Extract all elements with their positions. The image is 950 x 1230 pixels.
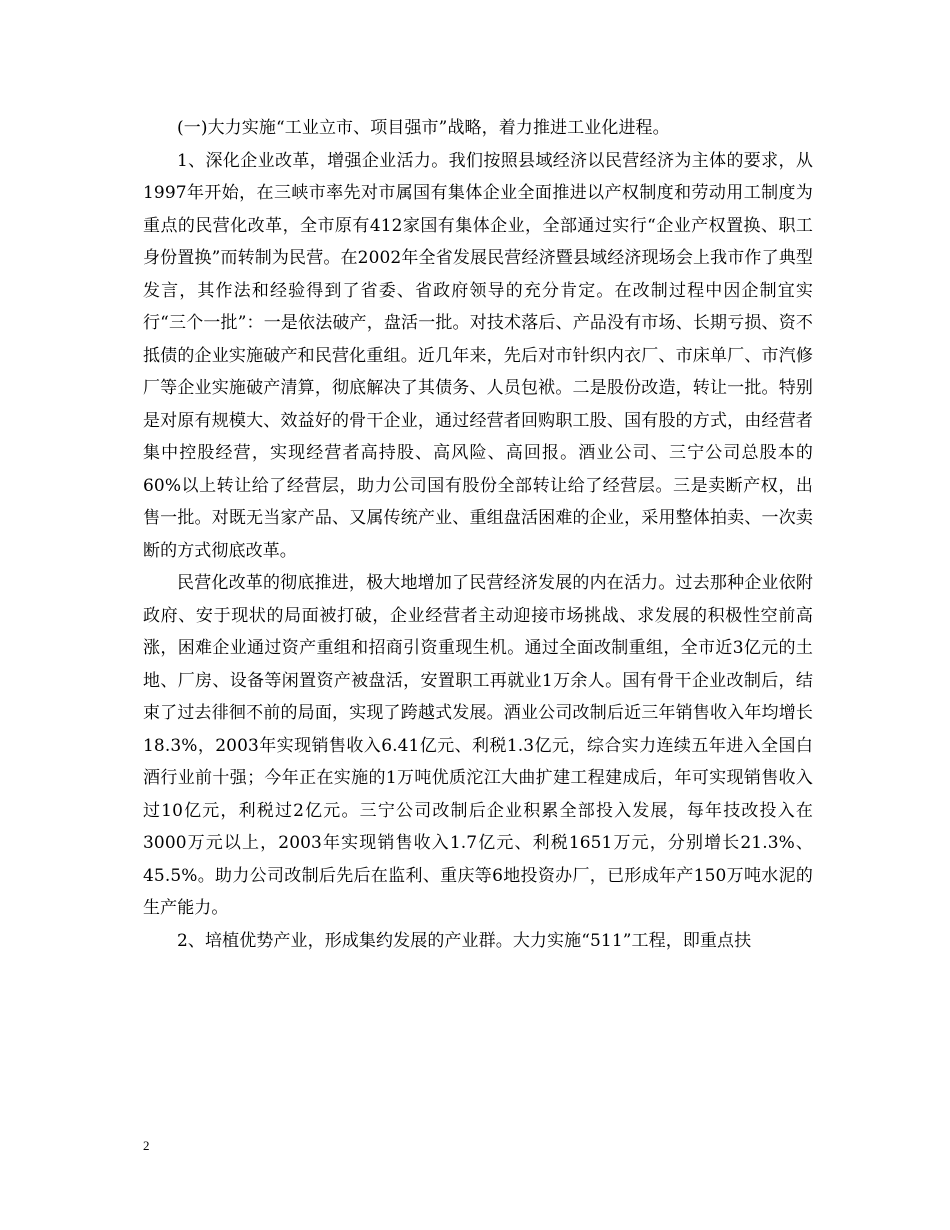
body-paragraph-enterprise-reform: 1、深化企业改革，增强企业活力。我们按照县域经济以民营经济为主体的要求，从1997年开始，在三峡市率先对市属国有集体企业全面推进以产权制度和劳动用工制度为重点的民营化改革，全市原有412家国有集体企业，全部通过实行“企业产权置换、职工身份置换”而转制为民营。在2002年全省发展民营经济暨县域经济现场会上我市作了典型发言，其作法和经验得到了省委、省政府领导的充分肯定。在改制过程中因企制宜实行“三个一批”：一是依法破产，盘活一批。对技术落后、产品没有市场、长期亏损、资不抵债的企业实施破产和民营化重组。近几年来，先后对市针织内衣厂、市床单厂、市汽修厂等企业实施破产清算，彻底解决了其债务、人员包袱。二是股份改造，转让一批。特别是对原有规模大、效益好的骨干企业，通过经营者回购职工股、国有股的方式，由经营者集中控股经营，实现经营者高持股、高风险、高回报。酒业公司、三宁公司总股本的60%以上转让给了经营层，助力公司国有股份全部转让给了经营层。三是卖断产权，出售一批。对既无当家产品、又属传统产业、重组盘活困难的企业，采用整体拍卖、一次卖断的方式彻底改革。 <box>143 150 813 561</box>
body-paragraph-privatization-results: 民营化改革的彻底推进，极大地增加了民营经济发展的内在活力。过去那种企业依附政府、安于现状的局面被打破，企业经营者主动迎接市场挑战、求发展的积极性空前高涨，困难企业通过资产重组和招商引资重现生机。通过全面改制重组，全市近3亿元的土地、厂房、设备等闲置资产被盘活，安置职工再就业1万余人。国有骨干企业改制后，结束了过去徘徊不前的局面，实现了跨越式发展。酒业公司改制后近三年销售收入年均增长18.3%，2003年实现销售收入6.41亿元、利税1.3亿元，综合实力连续五年进入全国白酒行业前十强；今年正在实施的1万吨优质沱江大曲扩建工程建成后，年可实现销售收入过10亿元，利税过2亿元。三宁公司改制后企业积累全部投入发展，每年技改投入在3000万元以上，2003年实现销售收入1.7亿元、利税1651万元，分别增长21.3%、45.5%。助力公司改制后先后在监利、重庆等6地投资办厂，已形成年产150万吨水泥的生产能力。 <box>143 573 813 918</box>
document-body <box>143 112 813 957</box>
section-heading-paragraph: (一)大力实施“工业立市、项目强市”战略，着力推进工业化进程。 <box>177 118 670 138</box>
body-paragraph-industry-cultivation: 2、培植优势产业，形成集约发展的产业群。大力实施“511”工程，即重点扶 <box>177 930 752 951</box>
page-number: 2 <box>143 1138 150 1153</box>
